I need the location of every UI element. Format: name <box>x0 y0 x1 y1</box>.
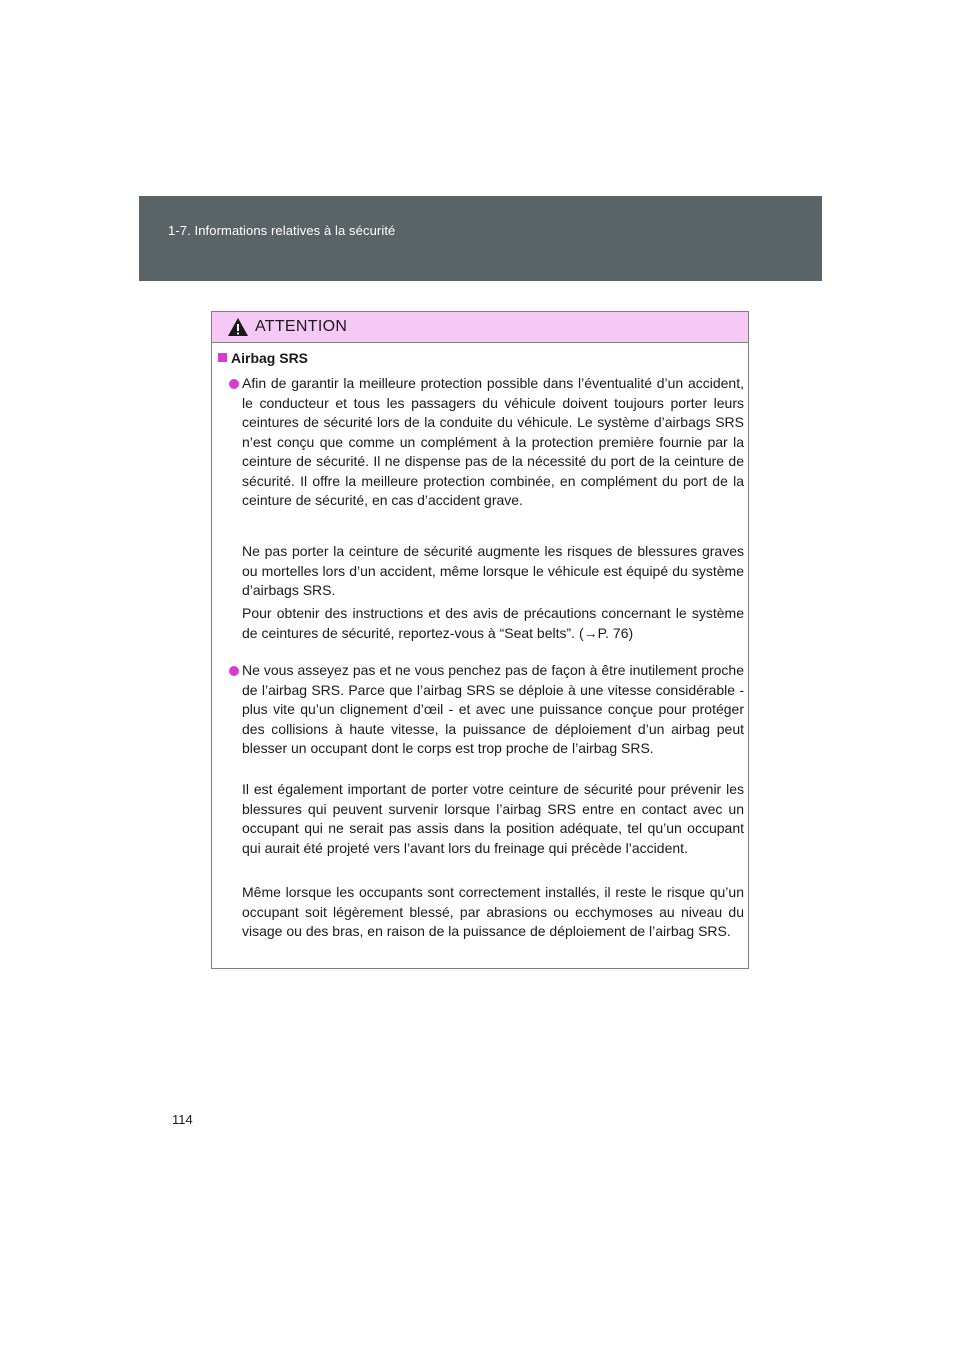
attention-header <box>212 312 748 343</box>
square-bullet-icon <box>218 353 227 362</box>
bullet-icon <box>229 379 239 389</box>
subsection-heading <box>218 350 308 366</box>
bullet-icon <box>229 666 239 676</box>
attention-label: ATTENTION <box>255 318 348 335</box>
paragraph: Ne pas porter la ceinture de sécurité augmente les risques de blessures graves ou mortelles lors d’un accident, même lorsque le véhicule est équipé du système d’airbags SRS. <box>242 543 744 598</box>
warning-icon <box>227 317 249 337</box>
subsection-heading-text: Airbag SRS <box>231 350 309 366</box>
section-title: 1-7. Informations relatives à la sécurité <box>168 223 396 238</box>
attention-box <box>211 311 749 969</box>
paragraph: Même lorsque les occupants sont correctement installés, il reste le risque qu’un occupant soit légèrement blessé, par abrasions ou ecchymoses au niveau du visage ou des bras, en raison de la puissance de déploiement de l’airbag SRS. <box>242 884 744 939</box>
paragraph: Afin de garantir la meilleure protection possible dans l’éventualité d’un accident, le conducteur et tous les passagers du véhicule doivent toujours porter leurs ceintures de sécurité lors de la conduite du véhicule. Le système d’airbags SRS n’est conçu que comme un complément à la protection première fournie par la ceinture de sécurité. Il ne dispense pas de la nécessité du port de la ceinture de sécurité. Il offre la meilleure protection combinée, en complément du port de la ceinture de sécurité, en cas d’accident grave. <box>242 375 744 508</box>
paragraph: Pour obtenir des instructions et des avis de précautions concernant le système de ceintures de sécurité, reportez-vous à “Seat belts”. (→P. 76) <box>242 605 744 641</box>
section-header-band <box>139 196 822 281</box>
paragraph: Ne vous asseyez pas et ne vous penchez pas de façon à être inutilement proche de l’airbag SRS. Parce que l’airbag SRS se déploie à une vitesse considérable - plus vite qu’un clignement d’œil - et avec une puissance conçue pour protéger des collisions à haute vitesse, la puissance de déploiement d’un airbag peut blesser un occupant dont le corps est trop proche de l’airbag SRS. <box>242 662 744 756</box>
paragraph: Il est également important de porter votre ceinture de sécurité pour prévenir les blessures qui peuvent survenir lorsque l’airbag SRS entre en contact avec un occupant qui ne serait pas assis dans la position adéquate, tel qu’un occupant qui aurait été projeté vers l’avant lors du freinage qui précède l’accident. <box>242 781 744 856</box>
page-number: 114 <box>172 1112 193 1127</box>
